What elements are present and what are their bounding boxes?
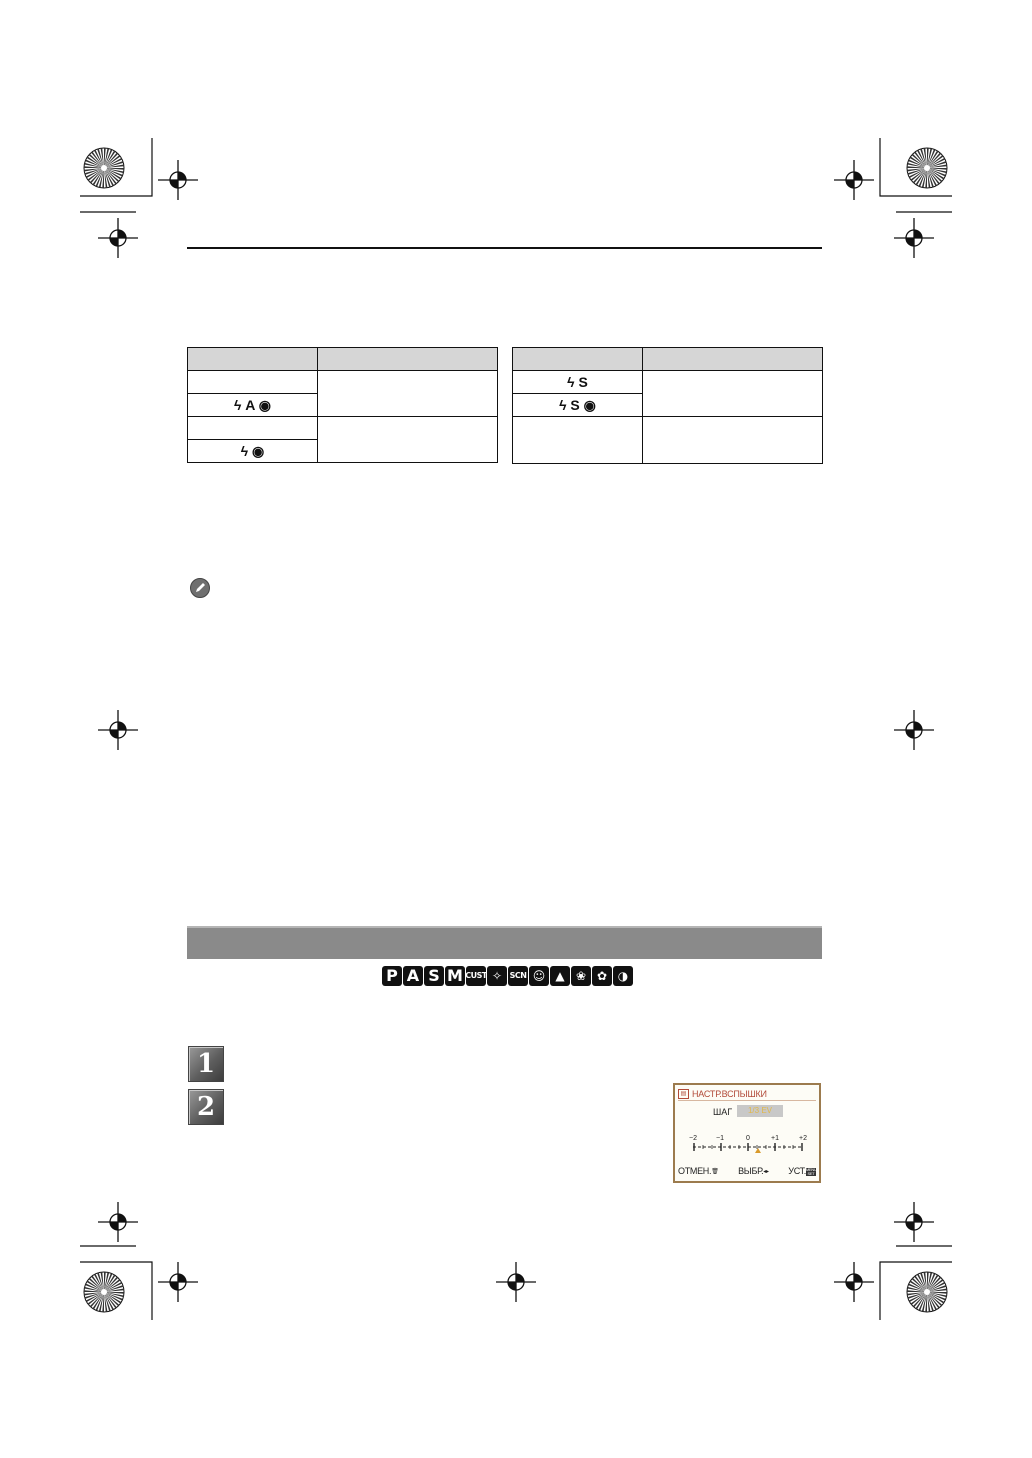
table-cell bbox=[318, 371, 498, 417]
mode-macro-icon: ✿ bbox=[592, 966, 612, 986]
header-rule bbox=[187, 247, 822, 249]
mode-program-icon: P bbox=[382, 966, 402, 986]
mode-manual-icon: M bbox=[445, 966, 465, 986]
table-header-row bbox=[188, 348, 498, 371]
step-1-marker: 1 bbox=[188, 1046, 224, 1082]
footer-cancel[interactable]: ОТМЕН.🗑 bbox=[678, 1166, 719, 1176]
table-cell bbox=[643, 417, 823, 464]
step-value-field[interactable]: 1/3 EV bbox=[737, 1105, 783, 1117]
table-row bbox=[188, 371, 498, 394]
table-header-cell bbox=[318, 348, 498, 371]
mode-scene-icon: SCN bbox=[508, 966, 528, 986]
table-row bbox=[513, 371, 823, 394]
footer-set[interactable]: УСТ.MENU SET bbox=[788, 1166, 817, 1176]
flash-slow-sync-red-eye-icon: ϟ S ◉ bbox=[513, 394, 643, 417]
screen-footer bbox=[678, 1165, 816, 1177]
mode-night-portrait-icon: ◑ bbox=[613, 966, 633, 986]
flash-slow-sync-icon: ϟ S bbox=[513, 371, 643, 394]
flash-icon-cell bbox=[188, 371, 318, 394]
step-label: ШАГ bbox=[713, 1107, 733, 1117]
flash-auto-red-eye-icon: ϟ A ◉ bbox=[188, 394, 318, 417]
table-header-cell bbox=[513, 348, 643, 371]
screen-title: НАСТР.ВСПЫШКИ bbox=[692, 1089, 767, 1099]
camera-flash-setting-screen bbox=[673, 1083, 821, 1183]
table-header-cell bbox=[188, 348, 318, 371]
table-row bbox=[513, 417, 823, 464]
table-header-cell bbox=[643, 348, 823, 371]
menu-category-icon: ▤ bbox=[678, 1089, 689, 1099]
flash-icon-cell bbox=[188, 417, 318, 440]
applicable-modes-row bbox=[382, 966, 633, 988]
mode-sports-icon: ❀ bbox=[571, 966, 591, 986]
table-header-row bbox=[513, 348, 823, 371]
step-2-marker: 2 bbox=[188, 1089, 224, 1125]
mode-custom-icon: CUST bbox=[466, 966, 486, 986]
table-cell bbox=[318, 417, 498, 463]
flash-on-red-eye-icon: ϟ ◉ bbox=[188, 440, 318, 463]
mode-portrait-icon: ☺ bbox=[529, 966, 549, 986]
scale-label: −2 bbox=[689, 1135, 697, 1142]
flash-mode-table-left bbox=[187, 347, 498, 463]
scale-label: −1 bbox=[716, 1135, 724, 1142]
mode-shutter-icon: S bbox=[424, 966, 444, 986]
flash-icon-cell bbox=[513, 417, 643, 464]
note-pencil-icon bbox=[190, 578, 210, 598]
section-heading-bar bbox=[187, 926, 822, 959]
flash-mode-table-right bbox=[512, 347, 823, 464]
screen-header bbox=[678, 1088, 816, 1101]
mode-scenery-icon: ▲ bbox=[550, 966, 570, 986]
scale-label: +1 bbox=[771, 1135, 779, 1142]
scale-label: 0 bbox=[746, 1135, 750, 1142]
table-row bbox=[188, 417, 498, 440]
mode-aperture-icon: A bbox=[403, 966, 423, 986]
table-cell bbox=[643, 371, 823, 417]
scale-label: +2 bbox=[799, 1135, 807, 1142]
footer-select[interactable]: ВЫБР.◂▸ bbox=[738, 1166, 769, 1176]
scale-pointer-icon bbox=[755, 1148, 761, 1153]
mode-creative-icon: ✧ bbox=[487, 966, 507, 986]
flash-adjust-scale[interactable] bbox=[693, 1143, 803, 1153]
